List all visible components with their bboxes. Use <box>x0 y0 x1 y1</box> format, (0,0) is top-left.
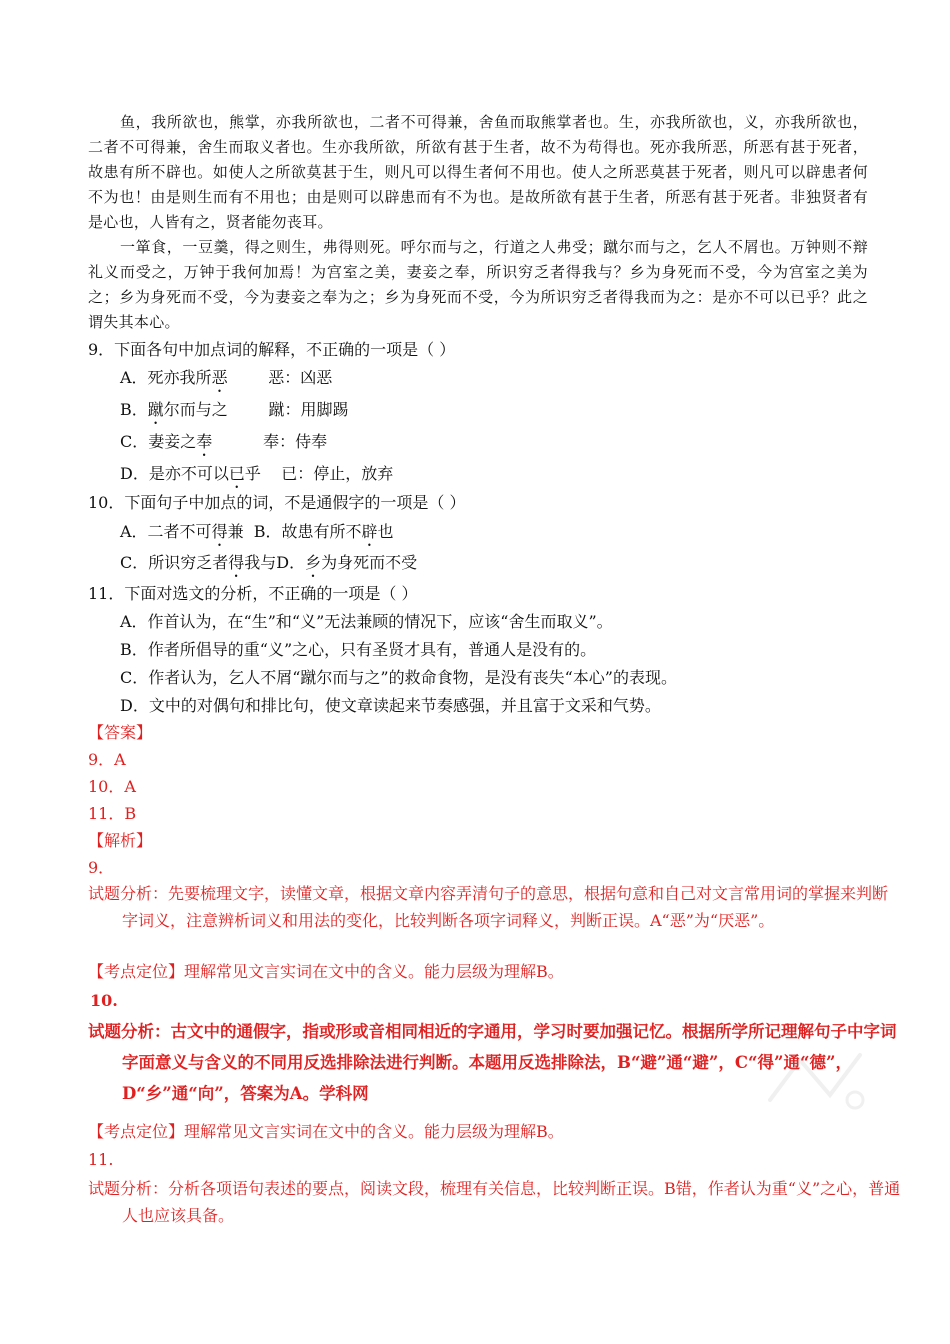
question-9-option-d: D．是亦不可以已乎 已：停止，放弃 <box>120 464 394 483</box>
analysis-10-text: 试题分析：古文中的通假字，指或形或音相同相近的字通用，学习时要加强记忆。根据所学所记理解句子中字词字面意义与含义的不同用反选排除法进行判断。本题用反选排除法，B“避”通“避”，C“得”通“德”，D“乡”通“向”，答案为A。学科网 <box>88 1022 897 1103</box>
passage-paragraph-1: 鱼，我所欲也，熊掌，亦我所欲也，二者不可得兼，舍鱼而取熊掌者也。生，亦我所欲也，义，亦我所欲也，二者不可得兼，舍生而取义者也。生亦我所欲，所欲有甚于生者，故不为苟得也。死亦我所恶，所恶有甚于死者，故患有所不辟也。如使人之所欲莫甚于生，则凡可以得生者何不用也。使人之所恶莫甚于死者，则凡可以辟患者何不为也！由是则生而有不用也；由是则可以辟患而有不为也。是故所欲有甚于生者，所恶有甚于死者。非独贤者有是心也，人皆有之，贤者能勿丧耳。 <box>88 113 868 231</box>
question-9-option-b: B．蹴尔而与之 蹴：用脚踢 <box>120 400 349 419</box>
watermark-logo-icon <box>760 1040 880 1120</box>
answer-9: 9．A <box>88 750 126 769</box>
question-11-option-c: C．作者认为，乞人不屑“蹴尔而与之”的救命食物，是没有丧失“本心”的表现。 <box>120 668 677 687</box>
question-11-stem: 11．下面对选文的分析，不正确的一项是（ ） <box>88 584 418 603</box>
question-10-stem: 10．下面句子中加点的词，不是通假字的一项是（ ） <box>88 493 466 512</box>
question-11-option-b: B．作者所倡导的重“义”之心，只有圣贤才具有，普通人是没有的。 <box>120 640 597 659</box>
analysis-9-text: 试题分析：先要梳理文字，读懂文章，根据文章内容弄清句子的意思，根据句意和自己对文言常用词的掌握来判断字词义，注意辨析词义和用法的变化，比较判断各项字词释义，判断正误。A“恶”为“厌恶”。 <box>88 884 889 930</box>
question-9-stem: 9．下面各句中加点词的解释，不正确的一项是（ ） <box>88 340 456 359</box>
question-11-option-d: D．文中的对偶句和排比句，使文章读起来节奏感强，并且富于文采和气势。 <box>120 696 661 715</box>
passage-paragraph-2: 一箪食，一豆羹，得之则生，弗得则死。呼尔而与之，行道之人弗受；蹴尔而与之，乞人不屑也。万钟则不辩礼义而受之，万钟于我何加焉！为宫室之美，妻妾之奉，所识穷乏者得我与？乡为身死而不受，今为宫室之美为之；乡为身死而不受，今为妻妾之奉为之；乡为身死而不受，今为所识穷乏者得我而为之：是亦不可以已乎？此之谓失其本心。 <box>88 238 868 331</box>
question-10-options-cd: C．所识穷乏者得我与D．乡为身死而不受 <box>120 553 418 572</box>
answer-11: 11．B <box>88 804 137 823</box>
question-9-option-c: C．妻妾之奉 奉：侍奉 <box>120 432 328 451</box>
analysis-10-number: 10. <box>90 991 118 1010</box>
answer-heading: 【答案】 <box>88 723 153 742</box>
analysis-heading: 【解析】 <box>88 831 153 850</box>
analysis-9-number: 9． <box>88 858 115 877</box>
analysis-9-keypoint: 【考点定位】理解常见文言实词在文中的含义。能力层级为理解B。 <box>88 962 564 981</box>
question-11-option-a: A．作首认为，在“生”和“义”无法兼顾的情况下，应该“舍生而取义”。 <box>120 612 613 631</box>
question-10-options-ab: A．二者不可得兼 B．故患有所不辟也 <box>120 522 394 541</box>
analysis-11-number: 11. <box>88 1150 114 1169</box>
analysis-10-keypoint: 【考点定位】理解常见文言实词在文中的含义。能力层级为理解B。 <box>88 1122 564 1141</box>
analysis-11-text: 试题分析：分析各项语句表述的要点，阅读文段，梳理有关信息，比较判断正误。B错，作者认为重“义”之心，普通人也应该具备。 <box>88 1179 901 1225</box>
question-9-option-a: A．死亦我所恶 恶：凶恶 <box>120 368 333 387</box>
answer-10: 10．A <box>88 777 136 796</box>
